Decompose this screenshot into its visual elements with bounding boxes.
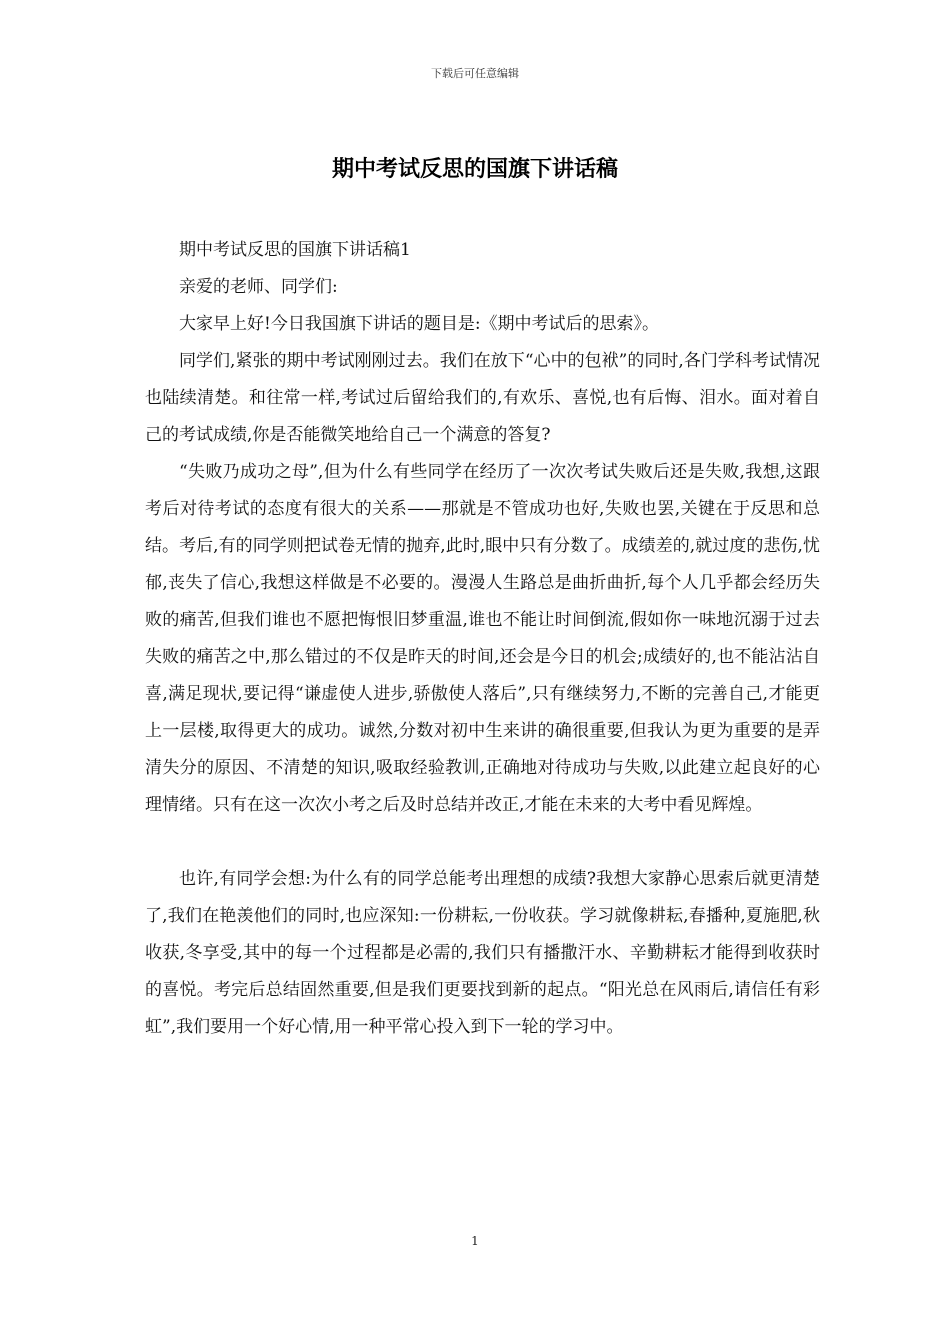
greeting-paragraph: 大家早上好!今日我国旗下讲话的题目是:《期中考试后的思索》。 [179, 314, 660, 334]
body-paragraph-1: 同学们,紧张的期中考试刚刚过去。我们在放下“心中的包袱”的同时,各门学科考试情况也陆续清楚。和往常一样,考试过后留给我们的,有欢乐、喜悦,也有后悔、泪水。面对着自己的考试成绩,你是否能微笑地给自己一个满意的答复? [145, 351, 820, 445]
document-body [145, 232, 820, 1046]
body-paragraph-2: “失败乃成功之母”,但为什么有些同学在经历了一次次考试失败后还是失败,我想,这跟考后对待考试的态度有很大的关系——那就是不管成功也好,失败也罢,关键在于反思和总结。考后,有的同学则把试卷无情的抛弃,此时,眼中只有分数了。成绩差的,就过度的悲伤,忧郁,丧失了信心,我想这样做是不必要的。漫漫人生路总是曲折曲折,每个人几乎都会经历失败的痛苦,但我们谁也不愿把悔恨旧梦重温,谁也不能让时间倒流,假如你一味地沉溺于过去失败的痛苦之中,那么错过的不仅是昨天的时间,还会是今日的机会;成绩好的,也不能沾沾自喜,满足现状,要记得“谦虚使人进步,骄傲使人落后”,只有继续努力,不断的完善自己,才能更上一层楼,取得更大的成功。诚然,分数对初中生来讲的确很重要,但我认为更为重要的是弄清失分的原因、不清楚的知识,吸取经验教训,正确地对待成功与失败,以此建立起良好的心理情绪。只有在这一次次小考之后及时总结并改正,才能在未来的大考中看见辉煌。 [145, 462, 820, 815]
body-paragraph-3: 也许,有同学会想:为什么有的同学总能考出理想的成绩?我想大家静心思索后就更清楚了,我们在艳羡他们的同时,也应深知:一份耕耘,一份收获。学习就像耕耘,春播种,夏施肥,秋收获,冬享受,其中的每一个过程都是必需的,我们只有播撒汗水、辛勤耕耘才能得到收获时的喜悦。考完后总结固然重要,但是我们更要找到新的起点。“阳光总在风雨后,请信任有彩虹”,我们要用一个好心情,用一种平常心投入到下一轮的学习中。 [145, 869, 820, 1037]
document-title: 期中考试反思的国旗下讲话稿 [331, 156, 618, 182]
subtitle-paragraph: 期中考试反思的国旗下讲话稿1 [179, 240, 411, 260]
header-note: 下载后可任意编辑 [431, 67, 519, 80]
page-number: 1 [471, 1234, 479, 1248]
salutation-paragraph: 亲爱的老师、同学们: [179, 277, 338, 297]
